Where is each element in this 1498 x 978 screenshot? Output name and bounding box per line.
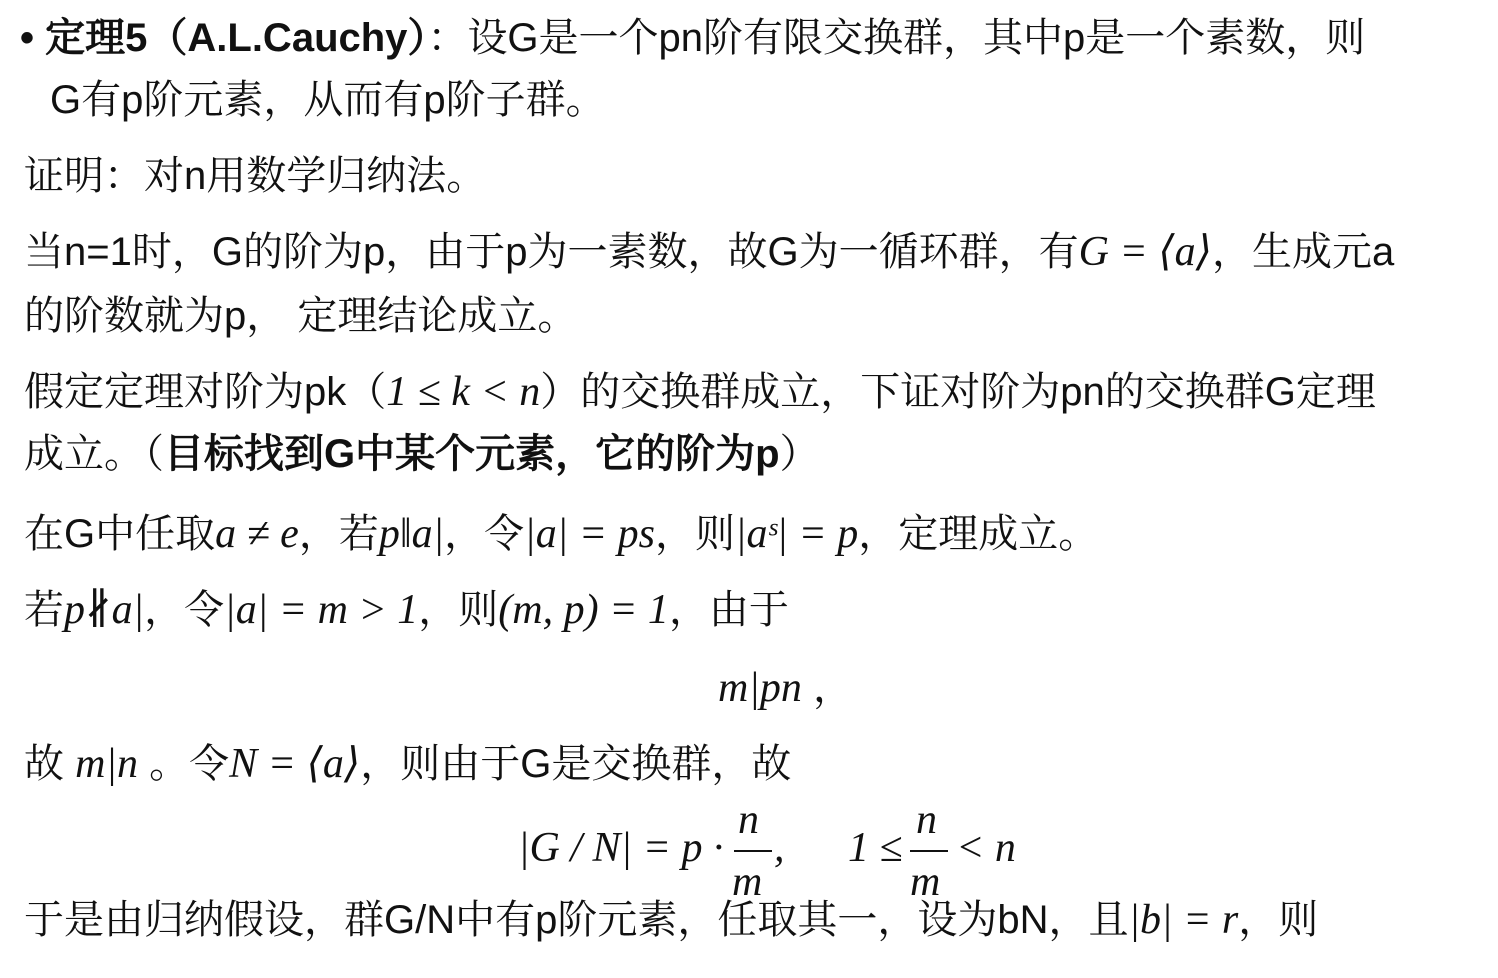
divides-line [718,664,853,712]
base-case-conclusion: 的阶数就为p， 定理结论成立。 [24,294,578,338]
induction-math: |b| = r [1128,897,1239,943]
theorem-colon: ： [427,16,468,60]
fraction-1-denominator: m [732,859,763,905]
case-2-text-3: ，则 [418,588,499,632]
conclude-text-3: ，则由于G是交换群，故 [360,742,792,786]
formula-rhs-a: 1 ≤ [848,825,903,871]
theorem-statement-2: G有p阶元素，从而有p阶子群。 [50,78,606,122]
assumption-line-2 [24,430,820,478]
divides-tail: ， [813,666,854,710]
conclude-line [24,740,791,788]
theorem-line-1 [20,14,1365,62]
base-case-line-2 [24,292,577,340]
fraction-2-denominator: m [910,859,941,905]
formula-comma: , [774,825,785,871]
case-1-math-3: |a| = ps [524,511,655,557]
assumption-line-1 [24,368,1376,416]
assumption-text-d: ） [779,432,820,476]
k-range-math: 1 ≤ k < n [386,369,541,415]
theorem-title: 定理5（A.L.Cauchy） [45,16,428,60]
case-2-math-1: p∦a| [64,587,145,633]
induction-text-1: 于是由归纳假设，群G/N中有p阶元素，任取其一，设为bN，且 [24,898,1129,942]
fraction-1-numerator: n [738,797,759,843]
case-2-text-1: 若 [24,588,64,632]
case-1-math-2: p‖a| [378,511,445,557]
conclude-math-2: N = ⟨a⟩ [229,741,361,787]
fraction-1-bar [734,850,772,852]
bullet: • [20,16,35,60]
case-1-math-1: a ≠ e [215,511,299,557]
case-1-text-5: ，定理成立。 [858,512,1099,556]
case-2-text-4: ，由于 [668,588,789,632]
goal-text: 目标找到G中某个元素，它的阶为p [164,432,780,476]
proof-intro-text: 证明：对n用数学归纳法。 [24,154,487,198]
induction-line [24,896,1318,944]
divides-math: m|pn [718,665,802,711]
case-1-text-4: ，则 [654,512,735,556]
fraction-2-numerator: n [916,797,937,843]
assumption-text-b: ）的交换群成立，下证对阶为pn的交换群G定理 [540,370,1376,414]
formula-rhs-b: < n [956,825,1016,871]
base-case-line-1 [24,228,1394,276]
case-1-line [24,510,1098,558]
fraction-2-bar [910,850,948,852]
case-1-math-4: |aˢ| = p [734,511,859,557]
case-1-text-1: 在G中任取 [24,512,216,556]
base-case-tail: ，生成元a [1212,230,1395,274]
case-2-math-3: (m, p) = 1 [498,587,669,633]
case-2-math-2: |a| = m > 1 [224,587,419,633]
assumption-text-a: 假定定理对阶为pk（ [24,370,387,414]
theorem-statement-1: 设G是一个pn阶有限交换群，其中p是一个素数，则 [467,16,1366,60]
theorem-line-2 [50,76,606,124]
base-case-text: 当n=1时，G的阶为p，由于p为一素数，故G为一循环群，有 [24,230,1079,274]
conclude-text-2: 。令 [149,742,230,786]
conclude-math-1: m|n [75,741,139,787]
assumption-text-c: 成立。（ [24,432,164,476]
induction-text-2: ，则 [1238,898,1319,942]
case-2-text-2: ，令 [144,588,225,632]
case-2-line [24,586,789,634]
formula-lhs: |G / N| = p · [518,825,724,871]
conclude-text-1: 故 [24,742,64,786]
case-1-text-3: ，令 [444,512,525,556]
cyclic-group-math: G = ⟨a⟩ [1078,229,1213,275]
case-1-text-2: ，若 [298,512,379,556]
proof-intro [24,152,486,200]
